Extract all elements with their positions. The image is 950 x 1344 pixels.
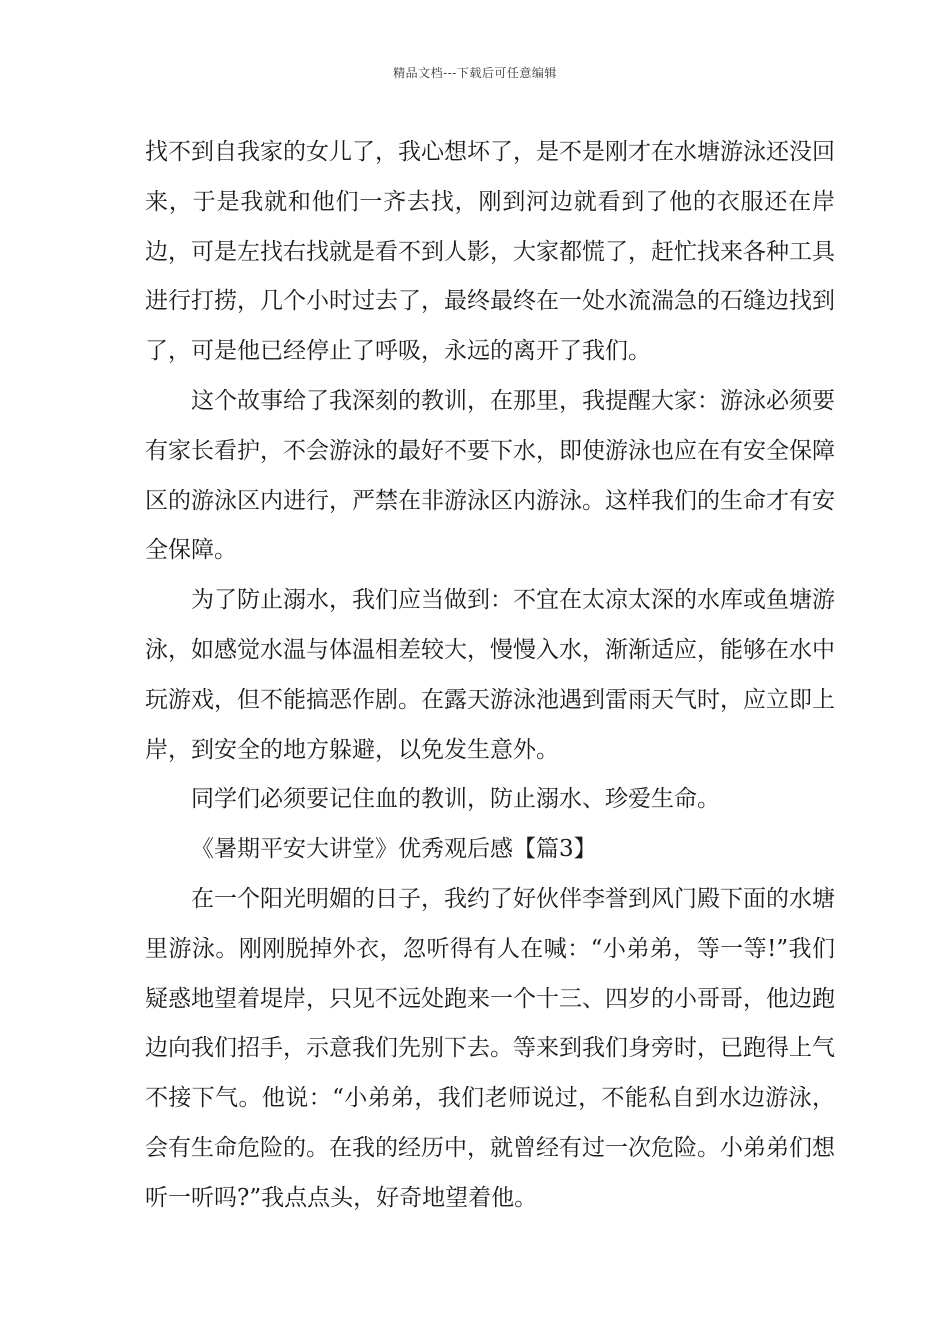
page-header: 精品文档---下载后可任意编辑 <box>393 66 557 80</box>
document-body <box>145 128 835 1224</box>
section-title: 《暑期平安大讲堂》优秀观后感【篇3】 <box>191 836 597 863</box>
paragraph-remember: 同学们必须要记住血的教训，防止溺水、珍爱生命。 <box>191 786 720 813</box>
paragraph-continuation: 找不到自我家的女儿了，我心想坏了，是不是刚才在水塘游泳还没回来，于是我就和他们一齐去找，刚到河边就看到了他的衣服还在岸边，可是左找右找就是看不到人影，大家都慌了，赶忙找来各种工具进行打捞，几个小时过去了，最终最终在一处水流湍急的石缝边找到了，可是他已经停止了呼吸，永远的离开了我们。 <box>145 139 835 365</box>
paragraph-prevention: 为了防止溺水，我们应当做到：不宜在太凉太深的水库或鱼塘游泳，如感觉水温与体温相差较大，慢慢入水，渐渐适应，能够在水中玩游戏，但不能搞恶作剧。在露天游泳池遇到雷雨天气时，应立即上岸，到安全的地方躲避，以免发生意外。 <box>145 587 835 763</box>
paragraph-lesson: 这个故事给了我深刻的教训，在那里，我提醒大家：游泳必须要有家长看护，不会游泳的最好不要下水，即使游泳也应在有安全保障区的游泳区内进行，严禁在非游泳区内游泳。这样我们的生命才有安全保障。 <box>145 387 835 564</box>
paragraph-story: 在一个阳光明媚的日子，我约了好伙伴李誉到风门殿下面的水塘里游泳。刚刚脱掉外衣，忽听得有人在喊：“小弟弟，等一等!”我们疑惑地望着堤岸，只见不远处跑来一个十三、四岁的小哥哥，他边跑边向我们招手，示意我们先别下去。等来到我们身旁时，已跑得上气不接下气。他说：“小弟弟，我们老师说过，不能私自到水边游泳，会有生命危险的。在我的经历中，就曾经有过一次危险。小弟弟们想听一听吗?”我点点头，好奇地望着他。 <box>145 885 835 1211</box>
